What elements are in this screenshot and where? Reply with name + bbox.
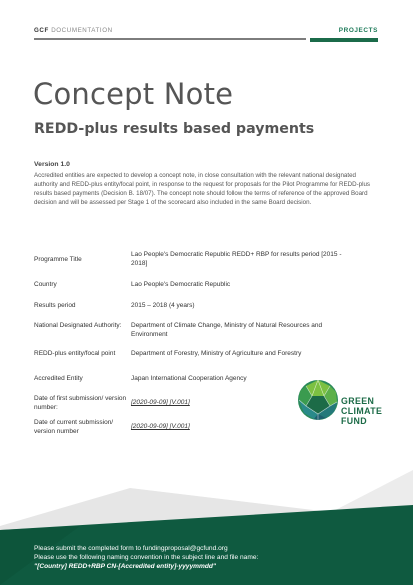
field-value-current-submission: [2020-09-09] [V.001] <box>131 423 190 430</box>
field-value-accredited-entity: Japan International Cooperation Agency <box>131 375 247 382</box>
section-label: PROJECTS <box>338 27 378 34</box>
doc-label <box>34 27 113 34</box>
intro-paragraph: Accredited entities are expected to develop a concept note, in close consultation with the relevant national designated authority and REDD-plus entity/focal point, in response to the request for proposals for the Pilot Programme for REDD-plus results based payments (Decision B. 18/07). The concept note should follow the terms of reference of the approved Board decision and will be assessed per Stage 1 of the scorecard also included in the same Board decision. <box>34 172 371 206</box>
field-label-country: Country <box>34 281 57 288</box>
field-value-first-submission: [2020-09-09] [V.001] <box>131 399 190 406</box>
field-value-redd-focal-point: Department of Forestry, Ministry of Agriculture and Forestry <box>131 350 302 357</box>
field-value-country: Lao People's Democratic Republic <box>131 281 231 288</box>
field-label-redd-focal-point: REDD-plus entity/focal point <box>34 350 116 357</box>
footer-convention-line: "[Country] REDD+RBP CN-[Accredited entity]-yyyymmdd" <box>34 563 217 570</box>
field-label-nda: National Designated Authority: <box>34 322 122 329</box>
field-label-first-submission: Date of first submission/ version number: <box>34 395 127 411</box>
globe-icon <box>296 378 340 422</box>
field-label-current-submission: Date of current submission/ version number <box>34 419 114 435</box>
doc-label-prefix: GCF <box>34 27 49 34</box>
version-label: Version 1.0 <box>34 161 70 168</box>
gcf-logo <box>296 377 386 429</box>
field-label-accredited-entity: Accredited Entity <box>34 375 83 382</box>
field-value-programme-title: Lao People's Democratic Republic REDD+ RBP for results period [2015 - 2018] <box>131 251 342 267</box>
footer-naming-line: Please use the following naming convention in the subject line and file name: <box>34 554 259 561</box>
logo-word-climate: CLIMATE <box>341 406 383 416</box>
field-value-nda: Department of Climate Change, Ministry of Natural Resources and Environment <box>131 322 323 338</box>
header-rule-green <box>310 38 378 42</box>
logo-word-fund: FUND <box>341 416 368 426</box>
top-header <box>34 27 378 45</box>
field-label-results-period: Results period <box>34 302 76 309</box>
field-label-programme-title: Programme Title <box>34 256 82 263</box>
doc-label-suffix: DOCUMENTATION <box>51 27 113 34</box>
logo-word-green: GREEN <box>341 396 375 406</box>
field-value-results-period: 2015 – 2018 (4 years) <box>131 302 195 309</box>
page-title: Concept Note <box>33 77 234 111</box>
header-rule-grey <box>34 38 306 40</box>
page-subtitle: REDD-plus results based payments <box>34 121 315 137</box>
footer-submit-line: Please submit the completed form to fundingproposal@gcfund.org <box>34 545 228 552</box>
